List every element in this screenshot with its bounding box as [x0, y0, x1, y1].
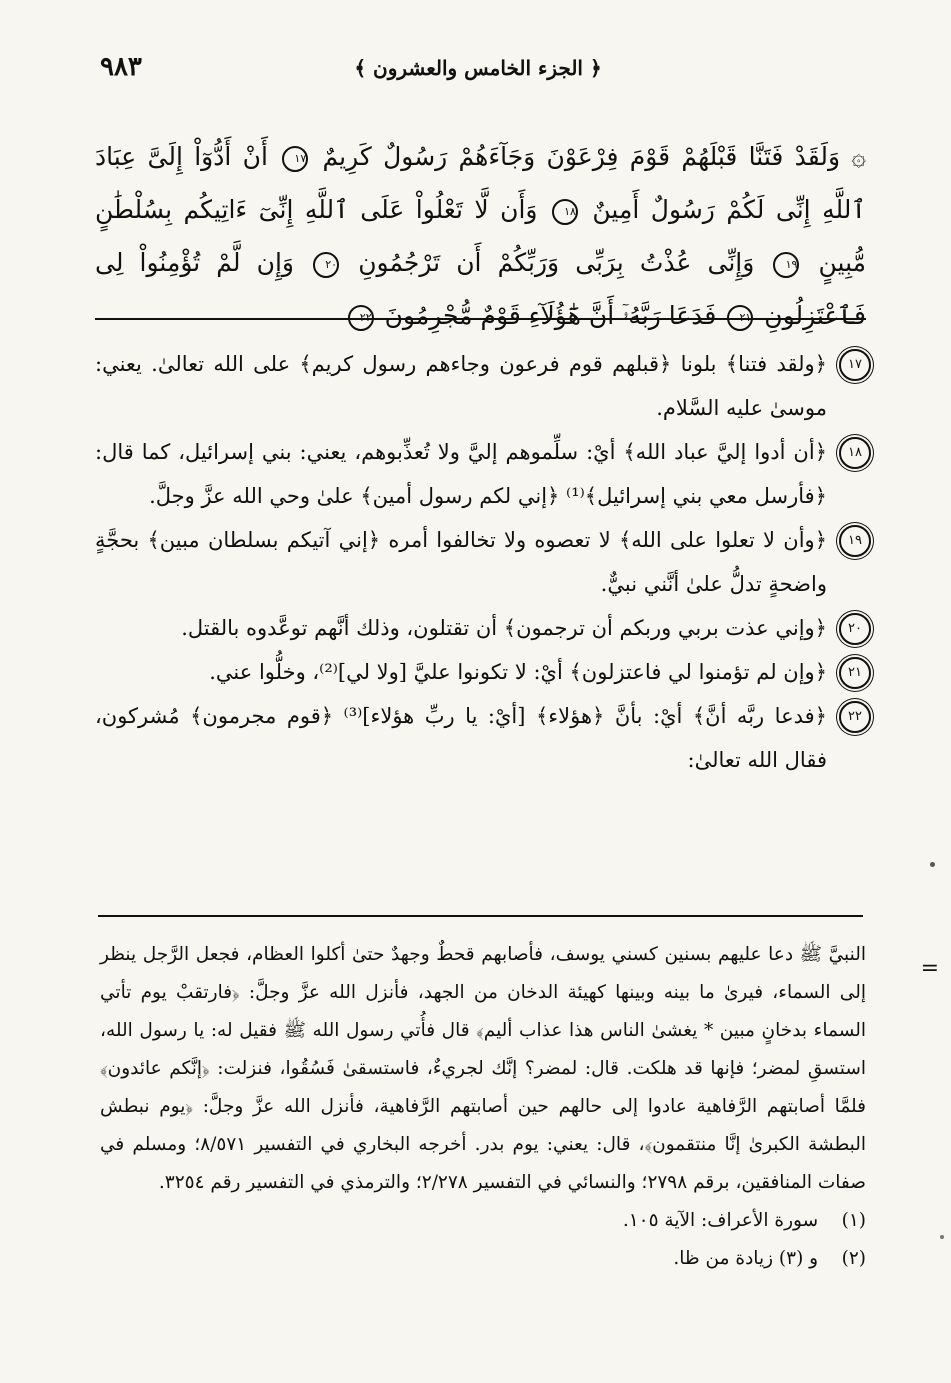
commentary-text: ﴿أن أدوا إليَّ عباد الله﴾ أيْ: سلِّموهم إليَّ ولا تُعذِّبوهم، يعني: بني إسرائيل، كما قال: ﴿فأرسل معي بني إسرائيل﴾⁽¹⁾ ﴿إني لكم رسول أمين﴾ علىٰ وحي الله عزَّ وجلَّ. — [95, 440, 827, 508]
footnote-number: (٢) — [841, 1248, 866, 1269]
verse-number-18: ١٨ — [552, 199, 578, 225]
verse-number-19: ١٩ — [773, 252, 799, 278]
verse-17: ۞ وَلَقَدْ فَتَنَّا قَبْلَهُمْ قَوْمَ فِرْعَوْنَ وَجَآءَهُمْ رَسُولٌ كَرِيمٌ — [322, 142, 867, 171]
verse-number-badge: ١٩ — [839, 525, 871, 557]
verse-22: فَدَعَا رَبَّهُۥٓ أَنَّ هَٰٓؤُلَآءِ قَوْمٌ مُّجْرِمُونَ — [384, 301, 717, 330]
page-number: ٩٨٣ — [100, 52, 142, 82]
divider-top — [95, 318, 866, 320]
footnote-continuation: النبيَّ ﷺ دعا عليهم بسنين كسني يوسف، فأصابهم قحطٌ وجهدٌ حتىٰ أكلوا العظام، فجعل الرَّجل ينظر إلى السماء، فيرىٰ ما بينه وبينها كهيئة الدخان من الجهد، فأنزل الله عزَّ وجلَّ: ﴿فارتقبْ يوم تأتي السماء بدخانٍ مبين * يغشىٰ الناس هذا عذاب أليم﴾ قال فأُتي رسول الله ﷺ فقيل له: يا رسول الله، استسقِ لمضر؛ فإنها قد هلكت. قال: لمضر؟ إنَّك لجريءٌ، فاستسقىٰ فَسُقُوا، فنزلت: ﴿إنَّكم عائدون﴾ فلمَّا أصابتهم الرَّفاهية عادوا إلى حالهم حين أصابتهم الرَّفاهية، فأنزل الله عزَّ وجلَّ: ﴿يوم نبطش البطشة الكبرىٰ إنَّا منتقمون﴾، قال: يعني: يوم بدر. أخرجه البخاري في التفسير ٨/٥٧١؛ ومسلم في صفات المنافقين، برقم ٢٧٩٨؛ والنسائي في التفسير ٢/٢٧٨؛ والترمذي في التفسير رقم ٣٢٥٤. — [100, 944, 866, 1193]
continuation-marker: = — [920, 956, 939, 981]
verse-18: أَنْ أَدُّوٓاْ إِلَىَّ عِبَادَ ٱللَّهِ إِنِّى لَكُمْ رَسُولٌ أَمِينٌ — [95, 142, 867, 224]
commentary-entry-17 — [95, 342, 871, 430]
verse-number-badge: ٢٢ — [839, 701, 871, 733]
footnote-number: (١) — [841, 1210, 866, 1231]
verse-number-badge: ٢١ — [839, 657, 871, 689]
footnote-1 — [100, 1202, 866, 1240]
verse-21: وَإِن لَّمْ تُؤْمِنُواْ لِى فَٱعْتَزِلُونِ — [95, 248, 866, 330]
commentary-entry-18 — [95, 430, 871, 518]
scan-speck — [940, 1235, 944, 1239]
commentary-entry-20 — [95, 606, 871, 650]
footnote-text: سورة الأعراف: الآية ١٠٥. — [622, 1210, 819, 1231]
scan-speck — [930, 862, 935, 867]
verse-number-badge: ١٨ — [839, 437, 871, 469]
commentary-text: ﴿وأن لا تعلوا على الله﴾ لا تعصوه ولا تخالفوا أمره ﴿إني آتيكم بسلطان مبين﴾ بحجَّةٍ واضحةٍ تدلُّ علىٰ أنَّني نبيٌّ. — [95, 528, 827, 596]
verse-20: وَإِنِّى عُذْتُ بِرَبِّى وَرَبِّكُمْ أَن تَرْجُمُونِ — [358, 248, 755, 277]
commentary-text: ﴿ولقد فتنا﴾ بلونا ﴿قبلهم قوم فرعون وجاءهم رسول كريم﴾ على الله تعالىٰ. يعني: موسىٰ عليه السَّلام. — [95, 352, 827, 420]
quran-text — [95, 130, 866, 342]
commentary-entry-21 — [95, 650, 871, 694]
verse-number-badge: ٢٠ — [839, 613, 871, 645]
page-header — [100, 52, 856, 92]
commentary-text: ﴿وإني عذت بربي وربكم أن ترجمون﴾ أن تقتلون، وذلك أنَّهم توعَّدوه بالقتل. — [181, 616, 827, 640]
commentary-entry-19 — [95, 518, 871, 606]
commentary-text: ﴿فدعا ربَّه أنَّ﴾ أيْ: بأنَّ ﴿هؤلاء﴾ [أيْ: يا ربِّ هؤلاء]⁽³⁾ ﴿قوم مجرمون﴾ مُشركون، فقال الله تعالىٰ: — [95, 704, 827, 772]
verse-number-21: ٢١ — [727, 305, 753, 331]
verse-number-22: ٢٢ — [348, 305, 374, 331]
verse-number-badge: ١٧ — [839, 349, 871, 381]
footnote-text: و (٣) زيادة من ظا. — [673, 1248, 819, 1269]
verse-19: وَأَن لَّا تَعْلُواْ عَلَى ٱللَّهِ إِنِّىٓ ءَاتِيكُم بِسُلْطَٰنٍ مُّبِينٍ — [95, 195, 867, 277]
commentary — [95, 342, 871, 782]
footnote-divider — [98, 915, 863, 917]
verse-number-17: ١٧ — [282, 146, 308, 172]
commentary-text: ﴿وإن لم تؤمنوا لي فاعتزلون﴾ أيْ: لا تكونوا عليَّ [ولا لي]⁽²⁾، وخلُّوا عني. — [209, 660, 827, 684]
footnote-2 — [100, 1240, 866, 1278]
footnotes — [100, 936, 866, 1278]
verse-number-20: ٢٠ — [313, 252, 339, 278]
running-head: ﴿ الجزء الخامس والعشرون ﴾ — [354, 56, 602, 80]
commentary-entry-22 — [95, 694, 871, 782]
